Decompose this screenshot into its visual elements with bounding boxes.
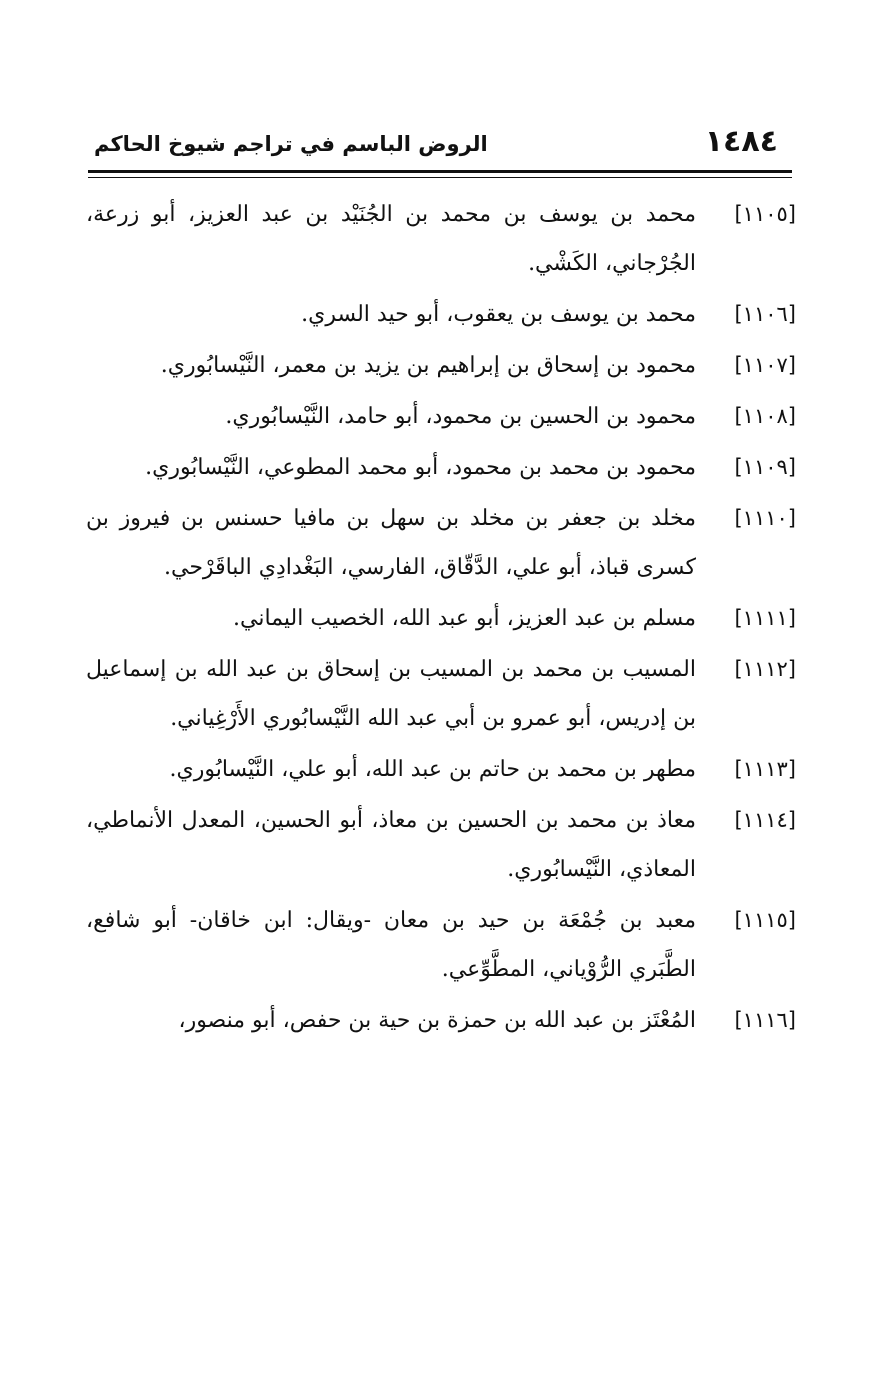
page-header <box>90 118 790 168</box>
entry-text: محمد بن يوسف بن يعقوب، أبو حيد السري. <box>301 302 696 327</box>
entry-1107 <box>86 341 796 390</box>
entry-number: [١١١٢] <box>734 657 796 681</box>
entry-text: محمود بن محمد بن محمود، أبو محمد المطوعي، النَّيْسابُوري. <box>145 455 696 480</box>
entry-number: [١١٠٦] <box>734 302 796 326</box>
header-rule-thick <box>88 170 792 173</box>
entry-number: [١١٠٩] <box>734 455 796 479</box>
entry-1112 <box>86 645 796 743</box>
entry-number: [١١١٦] <box>734 1008 796 1032</box>
entry-number: [١١٠٨] <box>734 404 796 428</box>
entry-1110 <box>86 494 796 592</box>
entry-text: محمود بن إسحاق بن إبراهيم بن يزيد بن معمر، النَّيْسابُوري. <box>160 353 696 378</box>
entry-1115 <box>86 896 796 994</box>
entry-number: [١١١٤] <box>734 808 796 832</box>
entry-text: معبد بن جُمْعَة بن حيد بن معان -ويقال: ابن خاقان- أبو شافع، الطَّبَري الرُّوْياني، المطَّوِّعي. <box>86 908 696 982</box>
entry-text: محمد بن يوسف بن محمد بن الجُنَيْد بن عبد العزيز، أبو زرعة، الجُرْجاني، الكَشْي. <box>86 202 696 276</box>
running-title: الروض الباسم في تراجم شيوخ الحاكم <box>94 132 488 156</box>
entry-number: [١١٠٥] <box>734 202 796 226</box>
entry-1106 <box>86 290 796 339</box>
entry-number: [١١١٠] <box>734 506 796 530</box>
entry-1105 <box>86 190 796 288</box>
entry-number: [١١١٣] <box>734 757 796 781</box>
entry-1109 <box>86 443 796 492</box>
entry-number: [١١٠٧] <box>734 353 796 377</box>
entry-text: مطهر بن محمد بن حاتم بن عبد الله، أبو علي، النَّيْسابُوري. <box>169 757 696 782</box>
entry-text: المسيب بن محمد بن المسيب بن إسحاق بن عبد الله بن إسماعيل بن إدريس، أبو عمرو بن أبي عبد الله النَّيْسابُوري الأَرْغِياني. <box>86 657 696 731</box>
entry-1114 <box>86 796 796 894</box>
entry-1108 <box>86 392 796 441</box>
entry-text: المُعْتَز بن عبد الله بن حمزة بن حية بن حفص، أبو منصور، <box>178 1008 696 1033</box>
entry-1111 <box>86 594 796 643</box>
entry-text: مخلد بن جعفر بن مخلد بن سهل بن مافيا حسنس بن فيروز بن كسرى قباذ، أبو علي، الدَّقّاق، الفارسي، البَغْدادِي الباقَرْحي. <box>86 506 696 580</box>
entry-1113 <box>86 745 796 794</box>
header-rule-thin <box>88 177 792 178</box>
entry-1116 <box>86 996 796 1045</box>
entry-number: [١١١٥] <box>734 908 796 932</box>
entries-list <box>86 190 796 1047</box>
page-number: ١٤٨٤ <box>704 124 778 159</box>
entry-number: [١١١١] <box>734 606 796 630</box>
entry-text: محمود بن الحسين بن محمود، أبو حامد، النَّيْسابُوري. <box>225 404 696 429</box>
entry-text: معاذ بن محمد بن الحسين بن معاذ، أبو الحسين، المعدل الأنماطي، المعاذي، النَّيْسابُوري. <box>86 808 696 882</box>
entry-text: مسلم بن عبد العزيز، أبو عبد الله، الخصيب اليماني. <box>233 606 696 631</box>
